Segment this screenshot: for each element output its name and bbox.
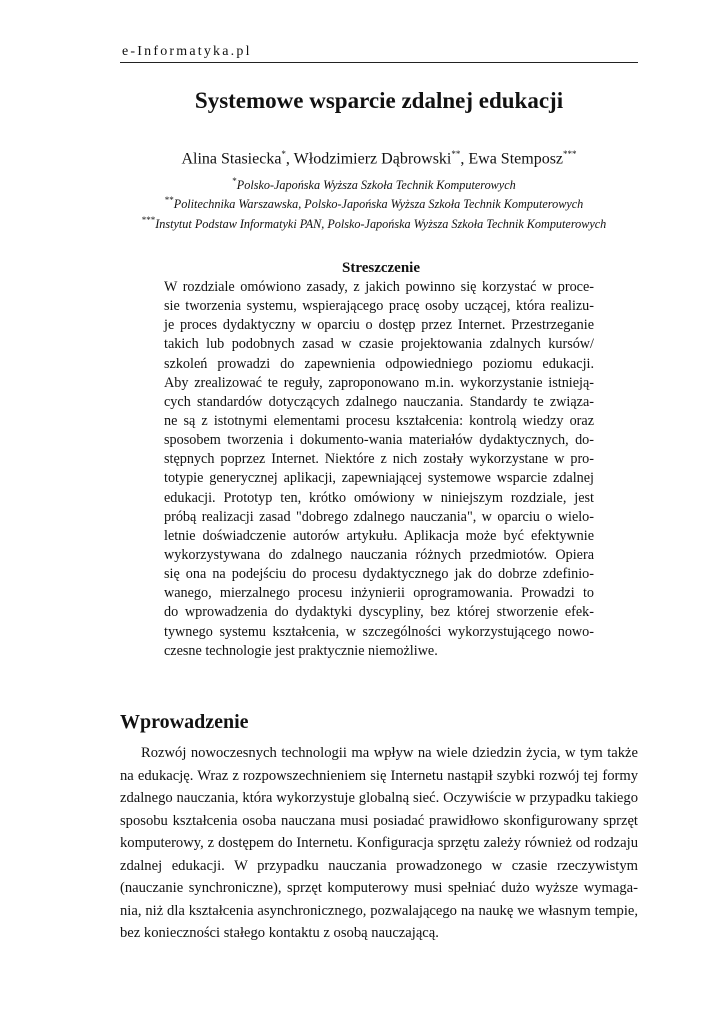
- affiliation-3: [110, 215, 638, 232]
- abstract-line: szkoleń prowadzi do zapewnienia odpowiedniego poziomu edukacji.: [164, 355, 594, 372]
- body-line: sposobu kształcenia osoba nauczana musi posiadać prawidłowo skonfigurowany sprzęt: [120, 812, 638, 829]
- running-head: e-Informatyka.pl: [122, 44, 252, 59]
- author-mark: **: [451, 149, 461, 159]
- abstract-line: sie tworzenia systemu, wspierającego pracę osoby uczącej, która realizu-: [164, 298, 594, 315]
- abstract-line: się ona na podejściu do procesu dydaktycznego jak do dobrze zdefinio-: [164, 566, 594, 583]
- body-line: nia, niż dla kształcenia asynchronicznego, pozwalającego na naukę we własnym tempie,: [120, 902, 638, 919]
- body-line: zdalnej edukacji. W przypadku nauczania prowadzonego w czasie rzeczywistym: [120, 857, 638, 874]
- abstract-line: stępnych poprzez Internet. Niektóre z nich zostały wykorzystane w pro-: [164, 451, 594, 468]
- abstract-line: ne są z istotnymi elementami procesu kształcenia: kontrolą wiedzy oraz: [164, 412, 594, 429]
- abstract-line: wanego, mierzalnego procesu inżynierii oprogramowania. Prowadzi to: [164, 585, 594, 602]
- header-rule: [120, 62, 638, 63]
- abstract-line: edukacji. Prototyp ten, krótko omówiony w niniejszym rozdziale, jest: [164, 489, 594, 506]
- affiliation-text: Instytut Podstaw Informatyki PAN, Polsko-Japońska Wyższa Szkoła Technik Komputerowych: [155, 217, 607, 232]
- abstract-line: wykorzystywana do zdalnego nauczania różnych przedmiotów. Opiera: [164, 546, 594, 563]
- abstract-line: totypie generycznej aplikacji, zapewniającej systemowe wsparcie zdalnej: [164, 470, 594, 487]
- affiliation-mark: ***: [141, 215, 156, 225]
- abstract-body: [164, 278, 594, 661]
- affiliation-mark: *: [232, 176, 237, 186]
- affiliation-text: Polsko-Japońska Wyższa Szkoła Technik Komputerowych: [236, 178, 516, 193]
- introduction-body: [120, 742, 638, 945]
- body-line: zdalnego nauczania, która wykorzystuje globalną sieć. Oczywiście w przypadku takiego: [120, 790, 638, 807]
- author-mark: ***: [563, 149, 577, 159]
- body-line: na edukację. Wraz z rozpowszechnieniem się Internetu nastąpił szybki rozwój tej formy: [120, 767, 638, 784]
- body-line: bez konieczności stałego kontaktu z osobą nauczającą.: [120, 925, 439, 942]
- body-line: komputerowy, z dostępem do Internetu. Konfiguracja sprzętu zależy również od rodzaju: [120, 835, 638, 852]
- affiliation-2: [110, 195, 638, 212]
- author-list: [120, 149, 638, 168]
- author-separator: ,: [285, 150, 294, 168]
- author-name: Alina Stasiecka: [181, 150, 282, 168]
- author-separator: ,: [460, 150, 469, 168]
- abstract-line: tywnego systemu kształcenia, w szczególności wykorzystującego nowo-: [164, 623, 594, 640]
- abstract-heading: Streszczenie: [341, 260, 421, 276]
- abstract-line: sposobem tworzenia i dokumento-wania materiałów dydaktycznych, do-: [164, 432, 594, 449]
- affiliation-mark: **: [164, 195, 174, 205]
- affiliation-1: [110, 176, 638, 193]
- author-mark: *: [281, 149, 286, 159]
- abstract-line: cych standardów dotyczących zdalnego nauczania. Standardy te związa-: [164, 393, 594, 410]
- body-line: Rozwój nowoczesnych technologii ma wpływ na wiele dziedzin życia, w tym także: [141, 745, 638, 761]
- abstract-line: letnie doświadczenie autorów artykułu. Aplikacja może być efektywnie: [164, 527, 594, 544]
- section-heading: Wprowadzenie: [120, 711, 249, 733]
- abstract-line: czesne technologie jest praktycznie niemożliwe.: [164, 642, 438, 659]
- paper-title: Systemowe wsparcie zdalnej edukacji: [194, 88, 564, 113]
- abstract-line: Aby zrealizować te reguły, zaproponowano m.in. wykorzystanie istnieją-: [164, 374, 594, 391]
- abstract-line: takich lub podobnych zasad w czasie projektowania zdalnych kursów/: [164, 336, 594, 353]
- body-line: (nauczanie synchroniczne), sprzęt komputerowy musi spełniać dużo wyższe wymaga-: [120, 880, 638, 897]
- abstract-line: do wprowadzenia do dydaktyki dyscypliny, bez której stworzenie efek-: [164, 604, 594, 621]
- abstract-line: W rozdziale omówiono zasady, z jakich powinno się korzystać w proce-: [164, 279, 594, 295]
- author-name: Włodzimierz Dąbrowski: [293, 150, 452, 168]
- abstract-line: próbą realizacji zasad "dobrego zdalnego nauczania", w oparciu o wielo-: [164, 508, 594, 525]
- abstract-line: je proces dydaktyczny w oparciu o dostęp przez Internet. Przestrzeganie: [164, 317, 594, 334]
- affiliation-text: Politechnika Warszawska, Polsko-Japońska Wyższa Szkoła Technik Komputerowych: [173, 197, 584, 212]
- author-name: Ewa Stemposz: [468, 150, 564, 168]
